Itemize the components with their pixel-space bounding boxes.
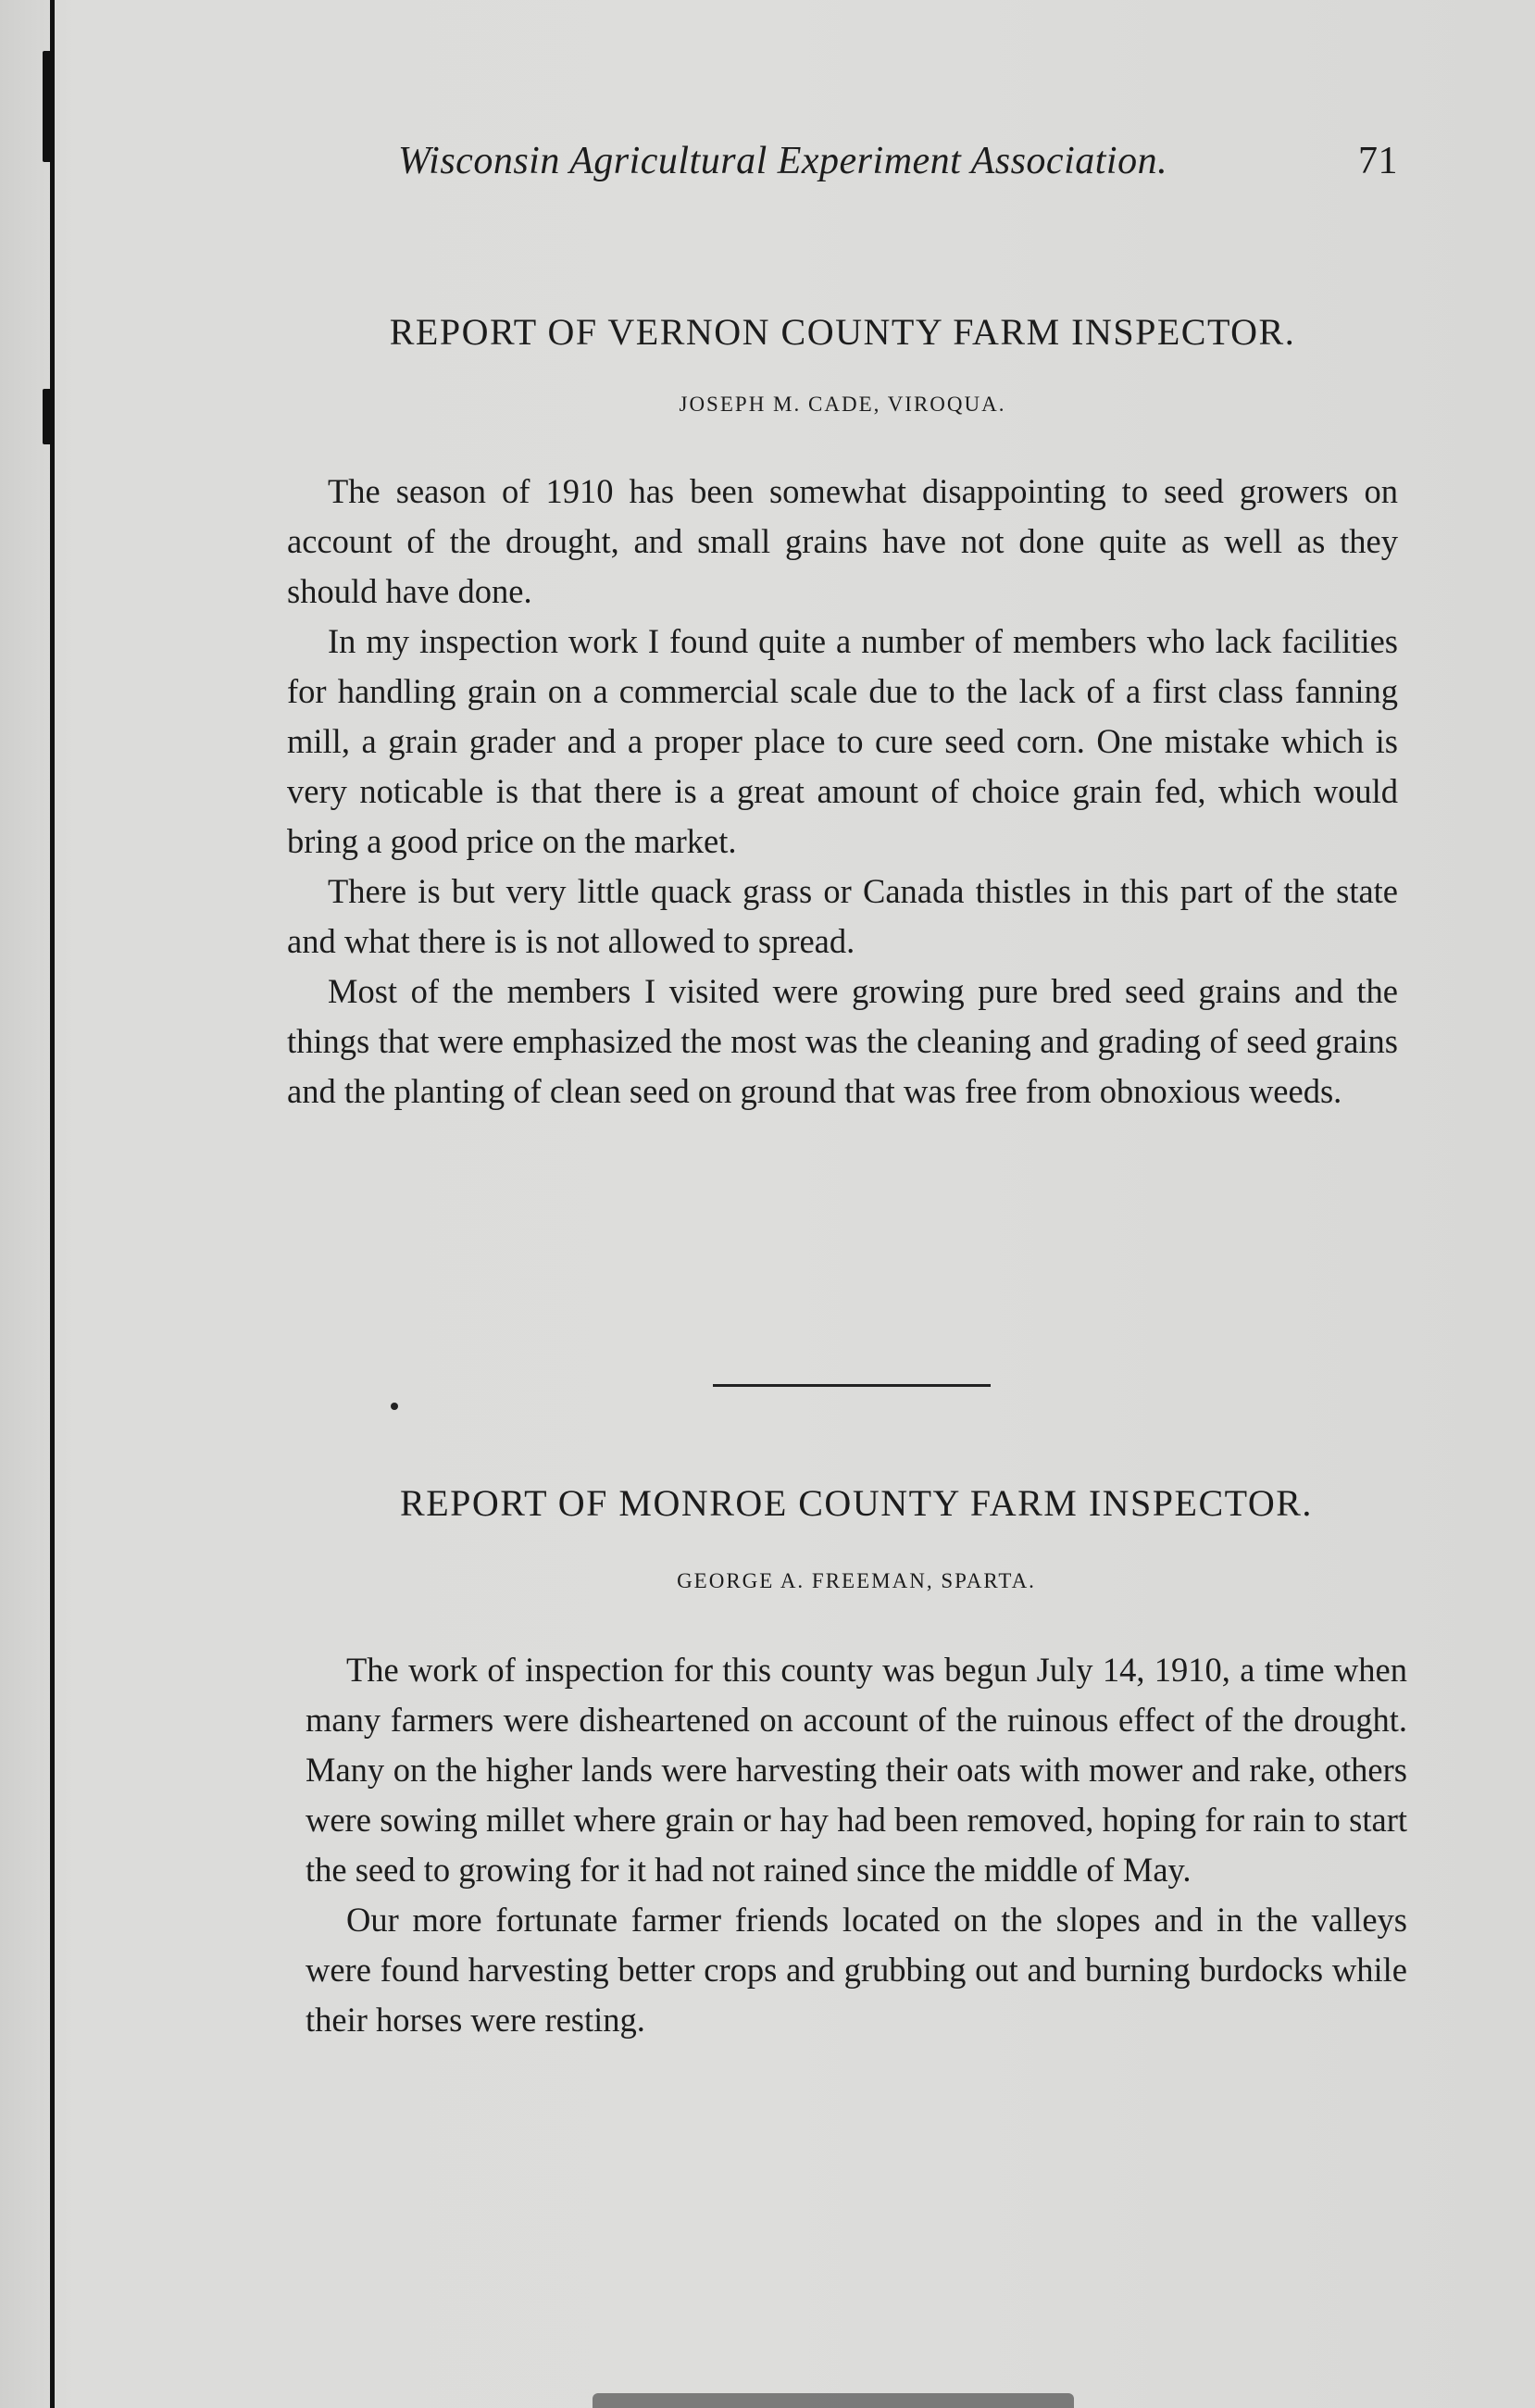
- binding-notch: [43, 51, 54, 162]
- vernon-report-section: [287, 310, 1398, 1117]
- report-body: [306, 1645, 1407, 2045]
- paragraph: The season of 1910 has been somewhat disappointing to seed growers on account of the drought, and small grains have not done quite as well as they should have done.: [287, 472, 1398, 610]
- binding-edge: [50, 0, 55, 2408]
- section-title: REPORT OF VERNON COUNTY FARM INSPECTOR.: [389, 311, 1296, 353]
- running-head-title: Wisconsin Agricultural Experiment Association.: [398, 140, 1168, 182]
- byline: JOSEPH M. CADE, VIROQUA.: [679, 393, 1006, 416]
- monroe-report-section: [306, 1481, 1407, 2045]
- section-title: REPORT OF MONROE COUNTY FARM INSPECTOR.: [400, 1482, 1313, 1524]
- paragraph: Most of the members I visited were growing pure bred seed grains and the things that were emphasized the most was the cleaning and grading of seed grains and the planting of clean seed on ground that was free from obnoxious weeds.: [287, 972, 1398, 1110]
- ink-speck: [391, 1403, 398, 1410]
- byline: GEORGE A. FREEMAN, SPARTA.: [677, 1569, 1036, 1592]
- bleed-through-mark: [593, 2393, 1074, 2408]
- section-divider: [713, 1384, 991, 1387]
- paragraph: In my inspection work I found quite a number of members who lack facilities for handling grain on a commercial scale due to the lack of a first class fanning mill, a grain grader and a proper place to cure seed corn. One mistake which is very noticable is that there is a great amount of choice grain fed, which would bring a good price on the market.: [287, 622, 1398, 860]
- page-number: 71: [1358, 140, 1398, 182]
- paragraph: There is but very little quack grass or Canada thistles in this part of the state and what there is is not allowed to spread.: [287, 872, 1398, 960]
- paragraph: The work of inspection for this county was begun July 14, 1910, a time when many farmers were disheartened on account of the ruinous effect of the drought. Many on the higher lands were harvesting their oats with mower and rake, others were sowing millet where grain or hay had been removed, hoping for rain to start the seed to growing for it had not rained since the middle of May.: [306, 1651, 1407, 1889]
- report-body: [287, 467, 1398, 1117]
- paragraph: Our more fortunate farmer friends located on the slopes and in the valleys were found harvesting better crops and grubbing out and burning burdocks while their horses were resting.: [306, 1901, 1407, 2039]
- binding-notch: [43, 389, 54, 444]
- running-head: [398, 139, 1398, 183]
